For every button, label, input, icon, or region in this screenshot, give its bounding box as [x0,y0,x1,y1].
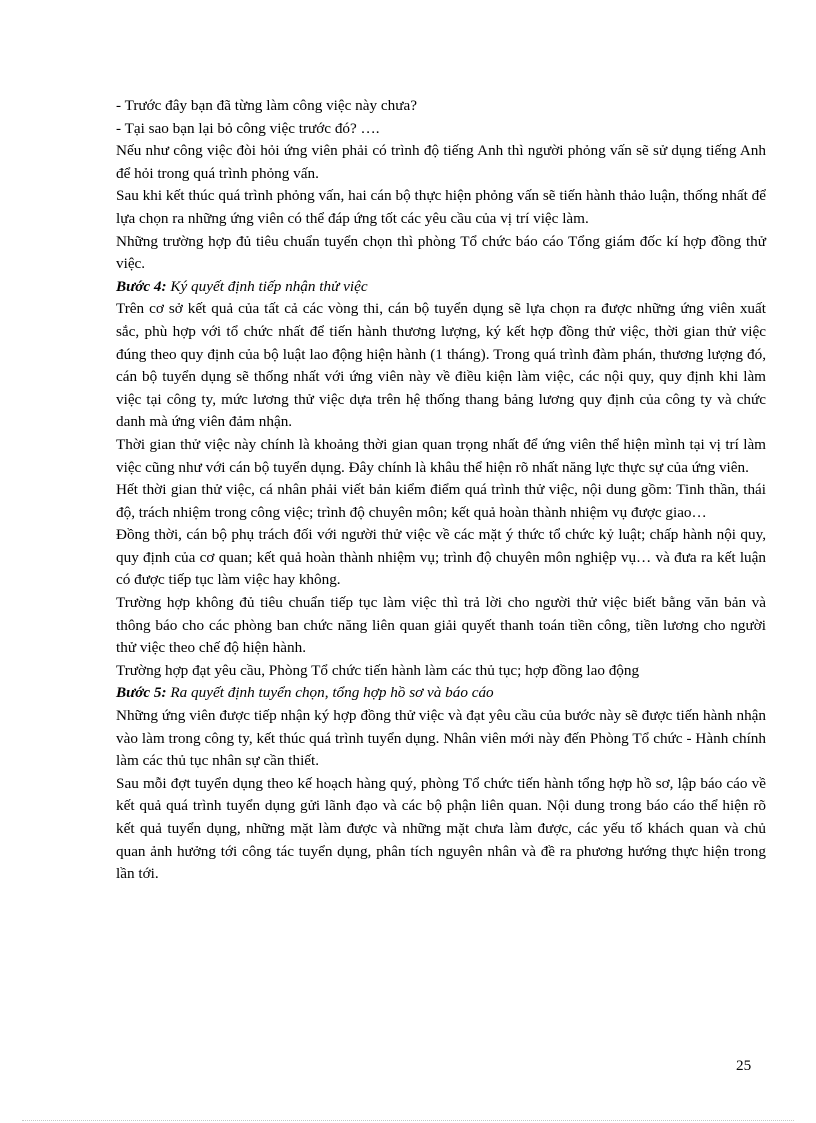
paragraph: Những ứng viên được tiếp nhận ký hợp đồng thử việc và đạt yêu cầu của bước này sẽ được tiến hành nhận vào làm trong công ty, kết thúc quá trình tuyển dụng. Nhân viên mới này đến Phòng Tổ chức - Hành chính làm các thủ tục nhân sự cần thiết. [116,707,766,770]
step-label: Bước 5: [116,684,167,702]
paragraph: Thời gian thử việc này chính là khoảng thời gian quan trọng nhất để ứng viên thể hiện mình tại vị trí làm việc cũng như với cán bộ tuyển dụng. Đây chính là khâu thể hiện rõ nhất năng lực thực sự của ứng viên. [116,435,766,476]
paragraph: - Tại sao bạn lại bỏ công việc trước đó? …. [116,119,380,137]
paragraph: Trên cơ sở kết quả của tất cả các vòng thi, cán bộ tuyển dụng sẽ lựa chọn ra được những ứng viên xuất sắc, phù hợp với tổ chức nhất để tiến hành thương lượng, ký kết hợp đồng thử việc, thời gian thử việc đúng theo quy định của bộ luật lao động hiện hành (1 tháng). Trong quá trình đàm phán, thương lượng đó, cán bộ tuyển dụng sẽ thống nhất với ứng viên này về điều kiện làm việc, các nội quy, quy định khi làm việc tại công ty, mức lương thử việc dựa trên hệ thống thang bảng lương quy định của công ty và chức danh mà ứng viên đảm nhận. [116,300,766,431]
paragraph: Trường hợp không đủ tiêu chuẩn tiếp tục làm việc thì trả lời cho người thử việc biết bằng văn bản và thông báo cho các phòng ban chức năng liên quan giải quyết thanh toán tiền công, tiền lương cho người thử việc theo chế độ hiện hành. [116,594,766,657]
paragraph: Hết thời gian thử việc, cá nhân phải viết bản kiểm điểm quá trình thử việc, nội dung gồm: Tinh thần, thái độ, trách nhiệm trong công việc; trình độ chuyên môn; kết quả hoàn thành nhiệm vụ được giao… [116,481,766,521]
paragraph: Sau khi kết thúc quá trình phỏng vấn, hai cán bộ thực hiện phỏng vấn sẽ tiến hành thảo luận, thống nhất để lựa chọn ra những ứng viên có thể đáp ứng tốt các yêu cầu của vị trí việc làm. [116,187,766,227]
paragraph: Đồng thời, cán bộ phụ trách đối với người thử việc về các mặt ý thức tổ chức kỷ luật; chấp hành nội quy, quy định của cơ quan; kết quả hoàn thành nhiệm vụ; trình độ chuyên môn nghiệp vụ… và đưa ra kết luận có được tiếp tục làm việc hay không. [116,526,766,589]
section-heading-step-4 [116,276,766,299]
paragraph: Sau mỗi đợt tuyển dụng theo kế hoạch hàng quý, phòng Tổ chức tiến hành tổng hợp hồ sơ, lập báo cáo về kết quả quá trình tuyển dụng gửi lãnh đạo và các bộ phận liên quan. Nội dung trong báo cáo thể hiện rõ kết quả tuyển dụng, những mặt làm được và những mặt chưa làm được, các yếu tố khách quan và chủ quan ảnh hưởng tới công tác tuyển dụng, phân tích nguyên nhân và đề ra phương hướng thực hiện trong lần tới. [116,774,766,883]
document-body [116,95,766,886]
page-number: 25 [736,1057,752,1074]
paragraph: Nếu như công việc đòi hỏi ứng viên phải có trình độ tiếng Anh thì người phỏng vấn sẽ sử dụng tiếng Anh để hỏi trong quá trình phỏng vấn. [116,142,766,182]
paragraph: - Trước đây bạn đã từng làm công việc này chưa? [116,97,417,114]
step-title: Ra quyết định tuyển chọn, tổng hợp hồ sơ và báo cáo [170,684,494,702]
paragraph: Trường hợp đạt yêu cầu, Phòng Tổ chức tiến hành làm các thủ tục; hợp đồng lao động [116,661,640,679]
step-label: Bước 4: [116,277,167,295]
step-title: Ký quyết định tiếp nhận thử việc [170,277,368,295]
paragraph: Những trường hợp đủ tiêu chuẩn tuyển chọn thì phòng Tổ chức báo cáo Tổng giám đốc kí hợp đồng thử việc. [116,232,766,273]
section-heading-step-5 [116,682,766,705]
